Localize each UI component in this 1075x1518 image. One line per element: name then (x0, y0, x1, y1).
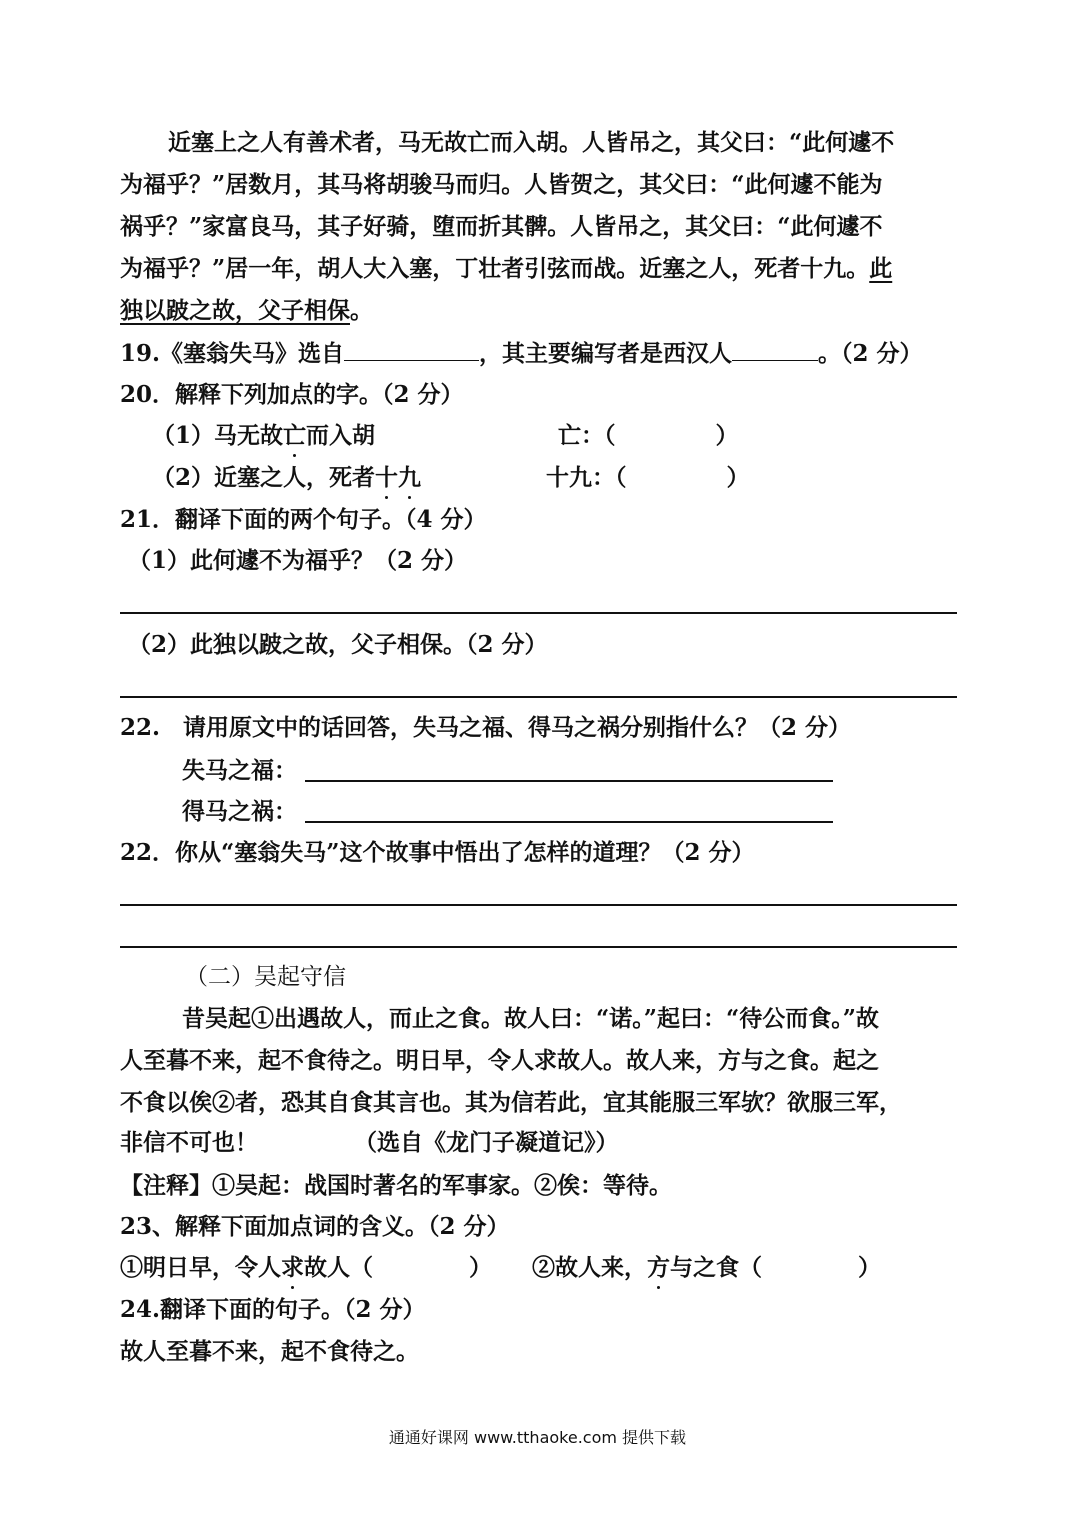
dotted-char: 求 (281, 1254, 304, 1281)
passage2-line: 非信不可也！ (120, 1129, 258, 1156)
answer-line[interactable] (120, 946, 957, 948)
dotted-char: 亡 (283, 422, 307, 449)
q19-text: ，其主要编写者是西汉人 (479, 340, 733, 367)
q20-answer-close: ） (715, 422, 739, 449)
question-24-sentence: 故人至暮不来，起不食待之。 (120, 1338, 419, 1365)
question-21-item-2: （2）此独以跛之故，父子相保。（2 分） (128, 631, 548, 658)
q20-text: （2）近塞之人，死者 (152, 464, 376, 491)
fortune-answer-line[interactable] (305, 780, 833, 782)
passage2-line: 人至暮不来，起不食待之。明日早，令人求故人。故人来，方与之食。起之 (120, 1047, 879, 1074)
misfortune-label: 得马之祸： (182, 798, 297, 825)
q20-answer-2[interactable] (546, 463, 750, 493)
dotted-char: 方 (647, 1254, 670, 1281)
underlined-sentence: 此 (869, 255, 893, 282)
fortune-label: 失马之福： (182, 757, 297, 784)
question-21-item-1: （1）此何遽不为福乎？（2 分） (128, 547, 468, 574)
q20-text: 而入胡 (306, 422, 376, 449)
answer-line[interactable] (120, 696, 957, 698)
q23-text: ） (469, 1254, 492, 1281)
question-21-title: 21．翻译下面的两个句子。（4 分） (120, 506, 487, 533)
passage2-line: 昔吴起①出遇故人，而止之食。故人曰：“诺。”起曰：“待公而食。”故 (182, 1005, 879, 1032)
passage2-heading: （二）吴起守信 (185, 964, 346, 990)
question-20-title: 20．解释下列加点的字。（2 分） (120, 381, 464, 408)
underlined-sentence: 独以跛之故，父子相保 (120, 297, 350, 324)
passage1-line (120, 254, 892, 284)
passage1-text: 为福乎？”居一年，胡人大入塞，丁壮者引弦而战。近塞之人，死者十九。 (120, 255, 870, 282)
answer-line[interactable] (120, 904, 957, 906)
passage1-line: 近塞上之人有善术者，马无故亡而入胡。人皆吊之，其父曰：“此何遽不 (168, 129, 895, 156)
question-24-title: 24.翻译下面的句子。（2 分） (120, 1296, 426, 1323)
q20-answer-label: 十九：（ (546, 464, 627, 491)
dotted-char: 十 (375, 464, 399, 491)
q23-text: ②故人来， (532, 1254, 647, 1281)
misfortune-answer-line[interactable] (305, 821, 833, 823)
question-22-title: 22. 请用原文中的话回答，失马之福、得马之祸分别指什么？（2 分） (120, 714, 852, 741)
q19-text: 19.《塞翁失马》选自 (120, 340, 345, 367)
answer-line[interactable] (120, 612, 957, 614)
q19-blank-author[interactable] (732, 338, 818, 361)
page-footer: 通通好课网 www.tthaoke.com 提供下载 (388, 1428, 687, 1447)
q20-answer-label: 亡：（ (558, 422, 616, 449)
q19-blank-book[interactable] (344, 338, 479, 361)
passage1-text: 。 (350, 297, 373, 324)
passage1-line: 为福乎？”居数月，其马将胡骏马而归。人皆贺之，其父曰：“此何遽不能为 (120, 171, 883, 198)
question-23-item-1 (120, 1253, 492, 1283)
dotted-char: 九 (398, 464, 422, 491)
q20-text: （1）马无故 (152, 422, 284, 449)
question-19 (120, 338, 923, 369)
question-20-item-1 (152, 421, 375, 451)
q19-text: 。（2 分） (818, 340, 923, 367)
question-22b-title: 22．你从“塞翁失马”这个故事中悟出了怎样的道理？（2 分） (120, 839, 755, 866)
question-20-item-2 (152, 463, 421, 493)
question-23-title: 23、解释下面加点词的含义。（2 分） (120, 1213, 510, 1240)
q20-answer-close: ） (726, 464, 750, 491)
passage2-note: 【注释】①吴起：战国时著名的军事家。②俟：等待。 (120, 1172, 672, 1199)
q23-text: 与之食（ (670, 1254, 762, 1281)
question-23-item-2 (532, 1253, 881, 1283)
q20-answer-1[interactable] (558, 421, 739, 451)
passage2-source: （选自《龙门子凝道记》） (354, 1129, 619, 1156)
q23-text: 故人（ (304, 1254, 373, 1281)
passage2-line: 不食以俟②者，恐其自食其言也。其为信若此，宜其能服三军欤？欲服三军， (120, 1089, 902, 1116)
q23-text: ） (858, 1254, 881, 1281)
q23-text: ①明日早，令人 (120, 1254, 281, 1281)
passage1-line: 祸乎？”家富良马，其子好骑，堕而折其髀。人皆吊之，其父曰：“此何遽不 (120, 213, 883, 240)
passage1-line (120, 296, 373, 326)
